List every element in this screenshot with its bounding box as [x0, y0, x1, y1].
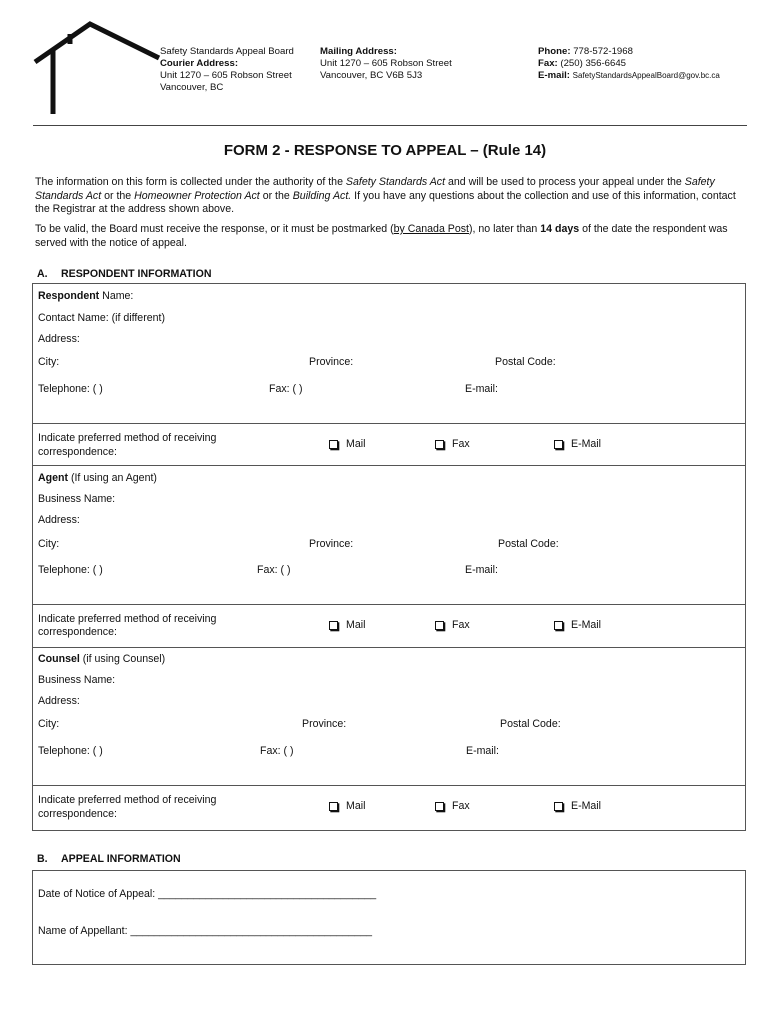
counsel-email-label[interactable]: E-mail: — [466, 745, 499, 757]
fax-label: Fax: — [538, 58, 558, 69]
respondent-address-label[interactable]: Address: — [38, 333, 80, 345]
courier-line2: Vancouver, BC — [160, 82, 224, 93]
respondent-preference-label-2: correspondence: — [38, 446, 117, 458]
counsel-email-checkbox[interactable]: E-Mail — [554, 800, 601, 812]
checkbox-icon[interactable] — [329, 802, 338, 811]
courier-line1: Unit 1270 – 605 Robson Street — [160, 70, 292, 81]
fax-number: (250) 356-6645 — [560, 58, 627, 69]
form-title: FORM 2 - RESPONSE TO APPEAL – (Rule 14) — [223, 142, 547, 159]
respondent-fax-label[interactable]: Fax: ( ) — [269, 383, 303, 395]
agent-preference-label: Indicate preferred method of receiving — [38, 613, 217, 625]
agent-city-label[interactable]: City: — [38, 538, 60, 550]
divider — [33, 647, 745, 648]
respondent-name-label[interactable]: Respondent Name: — [38, 290, 134, 302]
agent-preference-label-2: correspondence: — [38, 626, 117, 638]
respondent-province-label[interactable]: Province: — [309, 356, 354, 368]
board-name: Safety Standards Appeal Board — [160, 46, 294, 57]
respondent-fax-checkbox[interactable]: Fax — [435, 438, 470, 450]
counsel-preference-label-2: correspondence: — [38, 808, 117, 820]
agent-address-label[interactable]: Address: — [38, 514, 80, 526]
courier-label: Courier Address: — [160, 58, 239, 69]
phone-number: 778-572-1968 — [573, 46, 633, 57]
counsel-mail-checkbox[interactable]: Mail — [329, 800, 365, 812]
counsel-preference-label: Indicate preferred method of receiving — [38, 794, 217, 806]
counsel-fax-label[interactable]: Fax: ( ) — [260, 745, 294, 757]
agent-fax-checkbox[interactable]: Fax — [435, 619, 470, 631]
counsel-province-label[interactable]: Province: — [302, 718, 347, 730]
checkbox-icon[interactable] — [435, 802, 444, 811]
intro-paragraph-1: The information on this form is collected under the authority of the Safety Standards Act and will be used to process your appeal under the Safety Standards Act or the Homeowner Protection Act or the Building Act. If you have any questions about the collection and use of this information, contact the Registrar at the address shown above. — [35, 176, 736, 215]
email-address[interactable]: SafetyStandardsAppealBoard@gov.bc.ca — [572, 71, 720, 80]
counsel-fax-checkbox[interactable]: Fax — [435, 800, 470, 812]
appeal-information-box — [32, 870, 746, 965]
notice-date-field[interactable]: Date of Notice of Appeal: _____________________________________ — [38, 888, 377, 900]
agent-email-label[interactable]: E-mail: — [465, 564, 498, 576]
respondent-contact-name-label[interactable]: Contact Name: (if different) — [38, 312, 165, 324]
divider — [33, 604, 745, 605]
mailing-line1: Unit 1270 – 605 Robson Street — [320, 58, 452, 69]
agent-fax-label[interactable]: Fax: ( ) — [257, 564, 291, 576]
respondent-preference-label: Indicate preferred method of receiving — [38, 432, 217, 444]
agent-business-name-label[interactable]: Business Name: — [38, 493, 116, 505]
counsel-postal-code-label[interactable]: Postal Code: — [500, 718, 561, 730]
counsel-telephone-label[interactable]: Telephone: ( ) — [38, 745, 103, 757]
divider — [33, 465, 745, 466]
checkbox-icon[interactable] — [435, 440, 444, 449]
agent-telephone-label[interactable]: Telephone: ( ) — [38, 564, 103, 576]
respondent-information-box — [32, 283, 746, 831]
agent-mail-checkbox[interactable]: Mail — [329, 619, 365, 631]
divider — [33, 785, 745, 786]
respondent-email-checkbox[interactable]: E-Mail — [554, 438, 601, 450]
house-logo-icon — [32, 20, 162, 118]
mailing-address-block — [320, 46, 452, 82]
checkbox-icon[interactable] — [554, 440, 563, 449]
section-b-heading: B. APPEAL INFORMATION — [37, 853, 181, 865]
checkbox-icon[interactable] — [554, 802, 563, 811]
section-a-heading: A. RESPONDENT INFORMATION — [37, 268, 212, 280]
header-divider — [33, 125, 747, 126]
agent-heading: Agent (If using an Agent) — [38, 472, 157, 484]
respondent-postal-code-label[interactable]: Postal Code: — [495, 356, 556, 368]
respondent-telephone-label[interactable]: Telephone: ( ) — [38, 383, 103, 395]
mailing-line2: Vancouver, BC V6B 5J3 — [320, 70, 423, 81]
mailing-label: Mailing Address: — [320, 46, 397, 57]
respondent-city-label[interactable]: City: — [38, 356, 60, 368]
email-label: E-mail: — [538, 70, 570, 81]
checkbox-icon[interactable] — [435, 621, 444, 630]
divider — [33, 423, 745, 424]
respondent-email-label[interactable]: E-mail: — [465, 383, 498, 395]
checkbox-icon[interactable] — [329, 621, 338, 630]
phone-label: Phone: — [538, 46, 571, 57]
counsel-business-name-label[interactable]: Business Name: — [38, 674, 116, 686]
agent-postal-code-label[interactable]: Postal Code: — [498, 538, 559, 550]
contact-block — [538, 46, 720, 82]
board-address-block — [160, 46, 294, 94]
counsel-city-label[interactable]: City: — [38, 718, 60, 730]
counsel-address-label[interactable]: Address: — [38, 695, 80, 707]
checkbox-icon[interactable] — [329, 440, 338, 449]
intro-paragraph-2: To be valid, the Board must receive the response, or it must be postmarked (by Canada Post), no later than 14 days of the date the respondent was served with the notice of appeal. — [35, 223, 728, 249]
appellant-name-field[interactable]: Name of Appellant: _________________________________________ — [38, 925, 373, 937]
checkbox-icon[interactable] — [554, 621, 563, 630]
agent-province-label[interactable]: Province: — [309, 538, 354, 550]
respondent-mail-checkbox[interactable]: Mail — [329, 438, 365, 450]
agent-email-checkbox[interactable]: E-Mail — [554, 619, 601, 631]
counsel-heading: Counsel (if using Counsel) — [38, 653, 166, 665]
